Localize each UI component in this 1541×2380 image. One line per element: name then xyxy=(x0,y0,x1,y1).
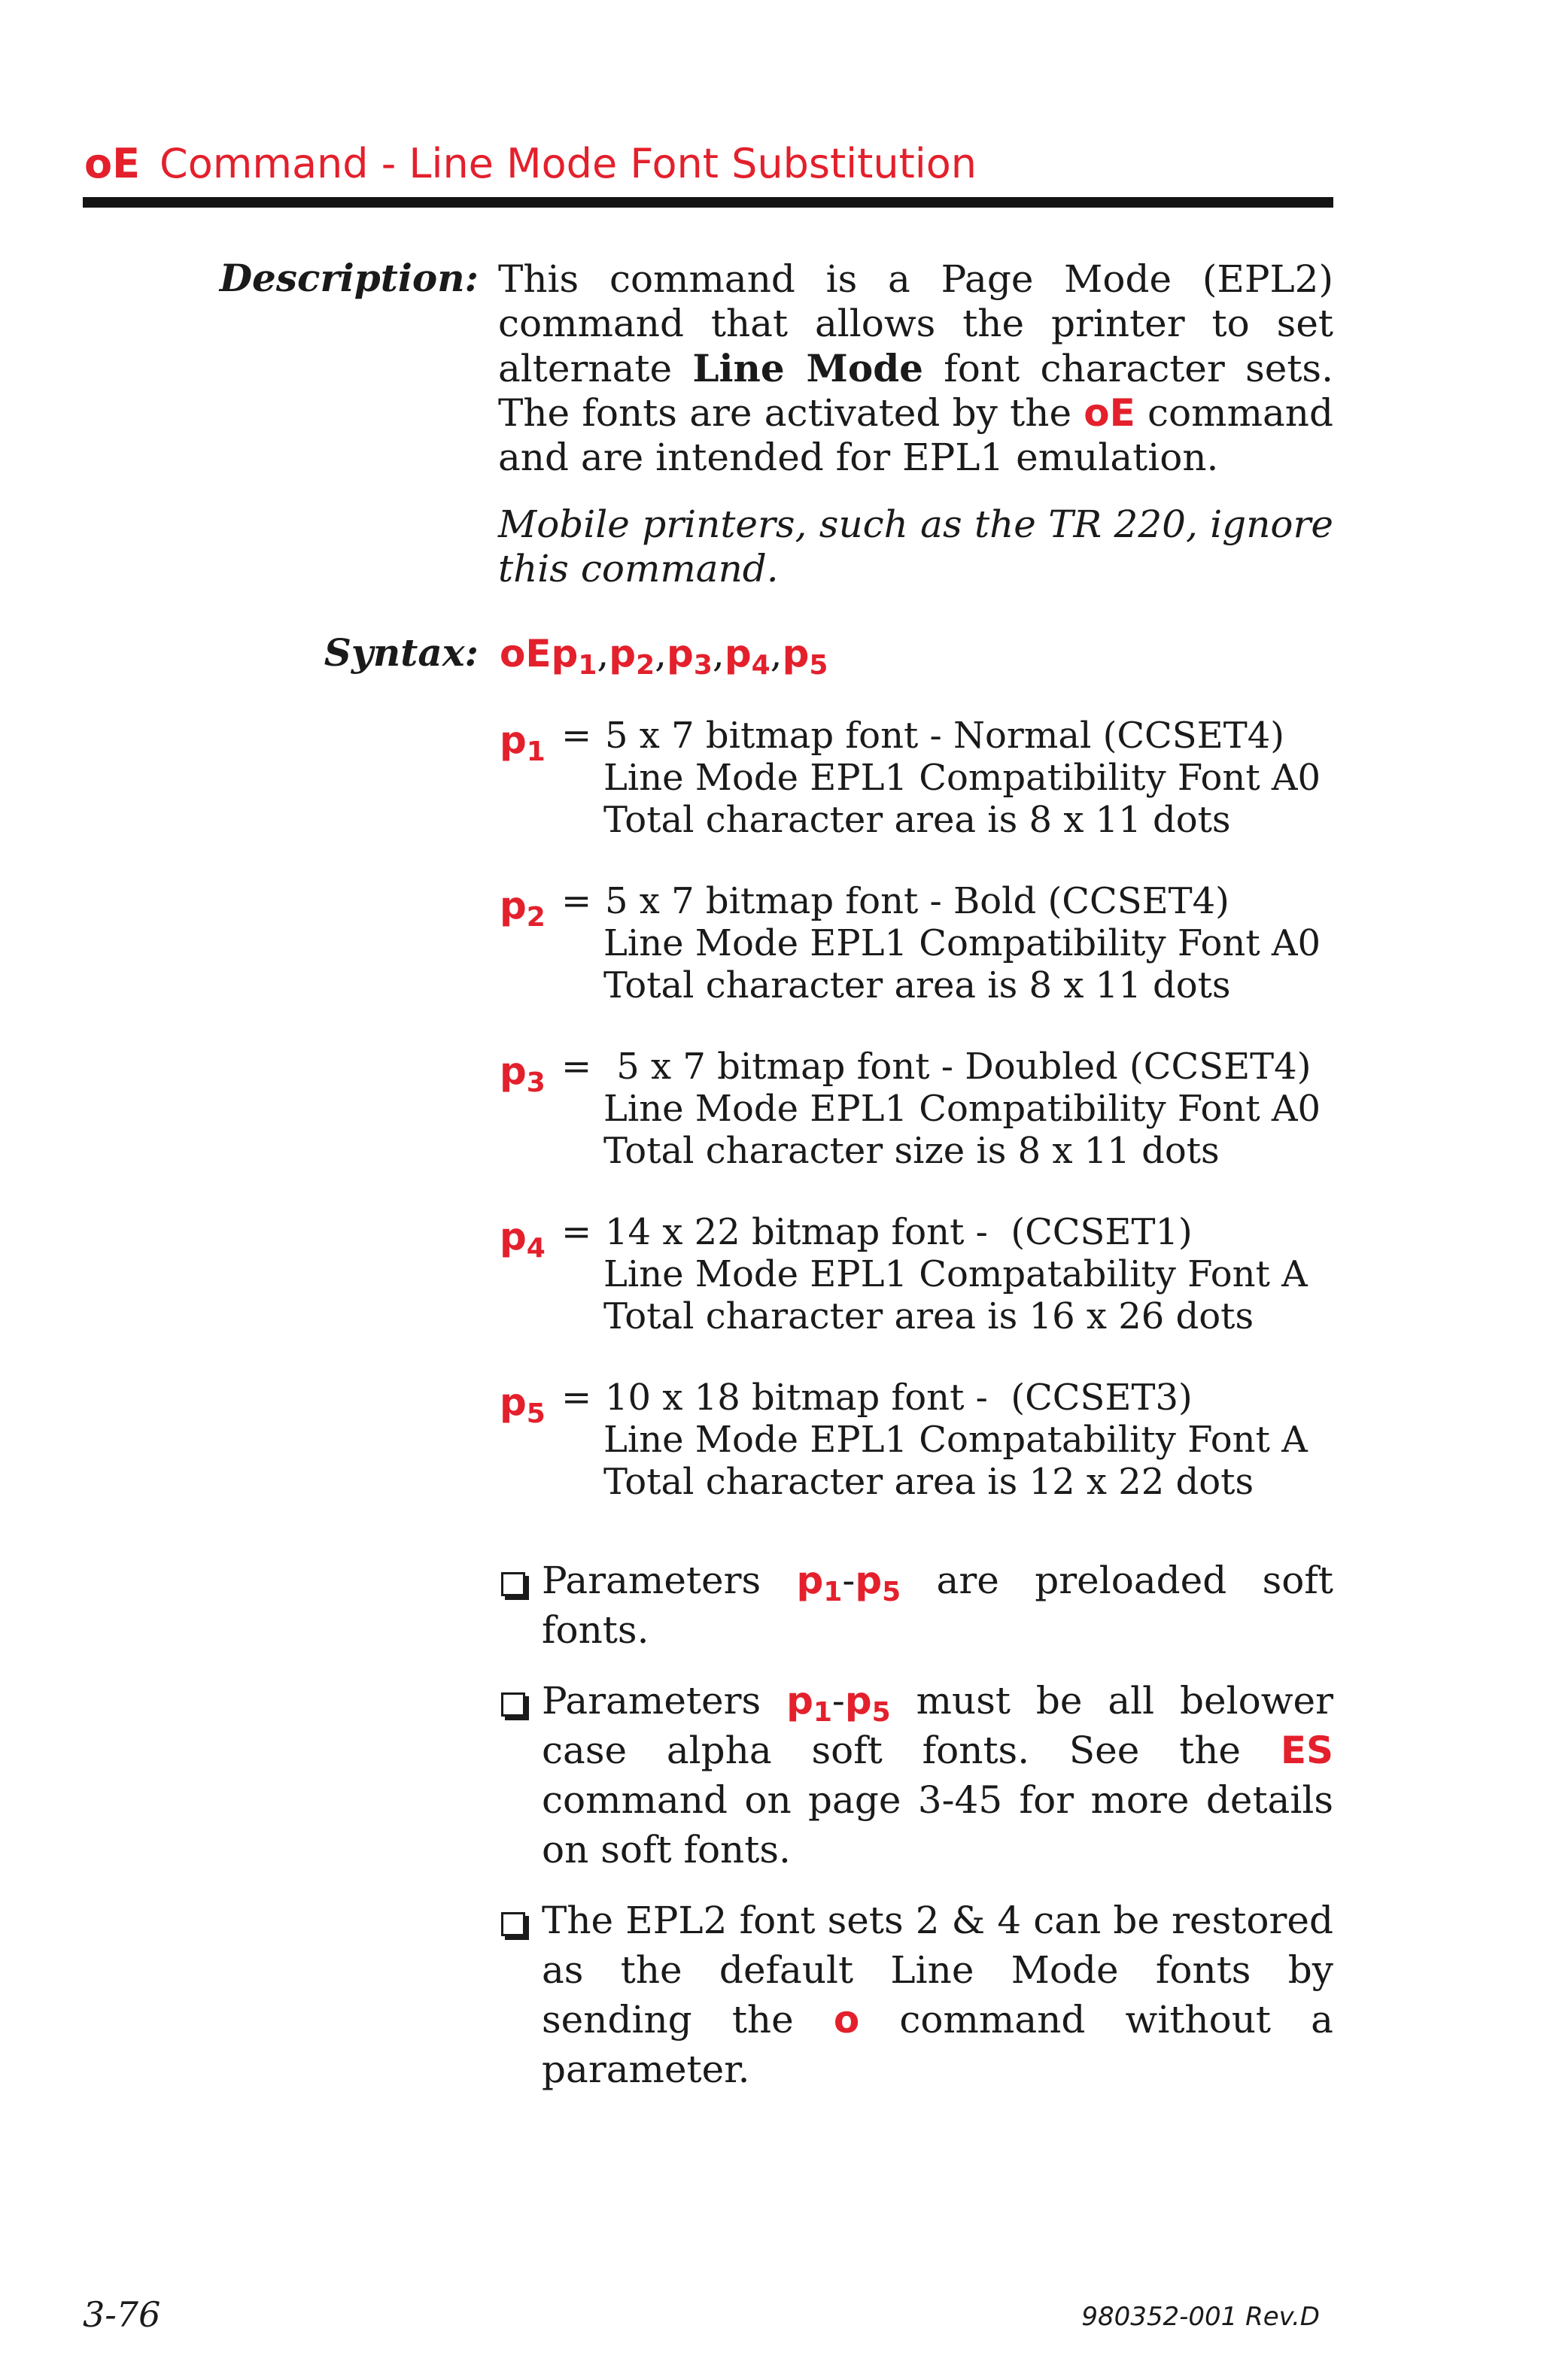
note-item xyxy=(498,1676,1333,1875)
param-equals: = xyxy=(561,1377,592,1419)
param-letter: p xyxy=(500,718,527,762)
syntax-comma: , xyxy=(770,632,783,675)
param-line3: Total character area is 12 x 22 dots xyxy=(603,1461,1254,1503)
syntax-param: p xyxy=(667,632,694,675)
param-name xyxy=(500,718,546,768)
syntax-param-sub: 5 xyxy=(809,650,828,682)
syntax-label: Syntax: xyxy=(324,630,479,675)
syntax-param-sub: 1 xyxy=(578,650,597,682)
notes-list xyxy=(498,1556,1333,2115)
param-line3: Total character area is 8 x 11 dots xyxy=(603,964,1231,1006)
range-dash: - xyxy=(831,1679,845,1723)
checkbox-bullet-icon xyxy=(501,1692,525,1717)
syntax-param-sub: 4 xyxy=(751,650,770,682)
syntax-param: p xyxy=(609,632,637,675)
range-param: p xyxy=(855,1559,883,1602)
syntax-param: p xyxy=(782,632,810,675)
header-rule xyxy=(83,197,1333,208)
param-line2: Line Mode EPL1 Compatibility Font A0 xyxy=(603,922,1321,964)
param-p1 xyxy=(500,715,1335,880)
param-p4 xyxy=(500,1211,1335,1377)
param-name xyxy=(500,1215,546,1264)
note-item xyxy=(498,1556,1333,1655)
range-param: p xyxy=(786,1679,813,1723)
range-dash: - xyxy=(842,1559,856,1602)
param-line3: Total character area is 16 x 26 dots xyxy=(603,1295,1254,1337)
range-sub: 5 xyxy=(871,1697,891,1729)
range-param: p xyxy=(844,1679,872,1723)
param-name xyxy=(500,1049,546,1099)
param-line1: 10 x 18 bitmap font - (CCSET3) xyxy=(605,1377,1193,1419)
range-param: p xyxy=(796,1559,824,1602)
section-header xyxy=(84,134,1333,194)
syntax-comma: , xyxy=(597,632,609,675)
syntax-command: oE xyxy=(500,632,552,675)
param-line1: 14 x 22 bitmap font - (CCSET1) xyxy=(605,1211,1193,1253)
note-text: are preloaded soft fonts. xyxy=(542,1559,1333,1652)
param-letter: p xyxy=(500,1049,527,1093)
syntax-comma: , xyxy=(655,632,667,675)
param-line3: Total character area is 8 x 11 dots xyxy=(603,799,1231,841)
syntax-line xyxy=(500,632,828,682)
param-line1: 5 x 7 bitmap font - Normal (CCSET4) xyxy=(605,715,1284,757)
param-name xyxy=(500,884,546,933)
page-number: 3-76 xyxy=(83,2294,161,2335)
param-letter: p xyxy=(500,1380,527,1424)
param-line1: 5 x 7 bitmap font - Bold (CCSET4) xyxy=(605,880,1229,922)
param-letter: p xyxy=(500,1215,527,1258)
param-equals: = xyxy=(561,715,592,757)
header-command: oE xyxy=(84,140,140,187)
param-letter: p xyxy=(500,884,527,927)
note-text: must be all belower case alpha soft fonts. See the xyxy=(542,1679,1333,1772)
param-sub: 1 xyxy=(526,736,546,768)
o-command-ref: o xyxy=(833,1998,860,2042)
es-command-ref: ES xyxy=(1280,1729,1333,1772)
header-title: Command - Line Mode Font Substitution xyxy=(160,140,977,187)
param-line2: Line Mode EPL1 Compatibility Font A0 xyxy=(603,1088,1321,1130)
checkbox-bullet-icon xyxy=(501,1572,525,1596)
note-text: Parameters xyxy=(542,1679,787,1723)
parameter-list xyxy=(500,715,1335,1542)
param-sub: 4 xyxy=(526,1233,546,1264)
description-text: font character sets. The fonts are activated by the xyxy=(498,347,1333,435)
range-sub: 1 xyxy=(813,1697,832,1729)
param-equals: = xyxy=(561,1046,592,1088)
line-mode-bold: Line Mode xyxy=(692,346,923,390)
range-sub: 5 xyxy=(882,1577,901,1608)
param-equals: = xyxy=(561,880,592,922)
syntax-param: p xyxy=(724,632,752,675)
param-line2: Line Mode EPL1 Compatability Font A xyxy=(603,1253,1308,1295)
description-paragraph xyxy=(498,257,1333,480)
description-text: command and are intended for EPL1 emulation. xyxy=(498,391,1333,479)
description-body xyxy=(498,257,1333,591)
param-name xyxy=(500,1380,546,1430)
note-text: Parameters xyxy=(542,1559,797,1602)
note-text: command on page 3-45 for more details on soft fonts. xyxy=(542,1778,1333,1872)
document-id: 980352-001 Rev.D xyxy=(1081,2302,1320,2332)
param-sub: 3 xyxy=(526,1067,546,1099)
param-sub: 2 xyxy=(526,902,546,933)
syntax-param-sub: 2 xyxy=(636,650,655,682)
note-item xyxy=(498,1896,1333,2094)
param-p2 xyxy=(500,880,1335,1046)
description-text: This command is a Page Mode (EPL2) command that allows the printer to set alternate xyxy=(498,257,1333,390)
param-p5 xyxy=(500,1377,1335,1542)
range-sub: 1 xyxy=(823,1577,843,1608)
param-p3 xyxy=(500,1046,1335,1211)
note-text: The EPL2 font sets 2 & 4 can be restored as the default Line Mode fonts by sending the xyxy=(542,1899,1333,2042)
param-line1: 5 x 7 bitmap font - Doubled (CCSET4) xyxy=(605,1046,1312,1088)
param-equals: = xyxy=(561,1211,592,1253)
param-line2: Line Mode EPL1 Compatability Font A xyxy=(603,1419,1308,1461)
syntax-comma: , xyxy=(712,632,725,675)
param-line3: Total character size is 8 x 11 dots xyxy=(603,1130,1220,1172)
checkbox-bullet-icon xyxy=(501,1912,525,1936)
mobile-note: Mobile printers, such as the TR 220, ignore this command. xyxy=(498,502,1333,590)
param-sub: 5 xyxy=(526,1398,546,1430)
note-text: command without a parameter. xyxy=(542,1998,1333,2091)
syntax-param: p xyxy=(551,632,579,675)
syntax-param-sub: 3 xyxy=(693,650,713,682)
description-label: Description: xyxy=(219,256,479,300)
param-line2: Line Mode EPL1 Compatibility Font A0 xyxy=(603,757,1321,799)
oe-command-ref: oE xyxy=(1084,391,1135,435)
